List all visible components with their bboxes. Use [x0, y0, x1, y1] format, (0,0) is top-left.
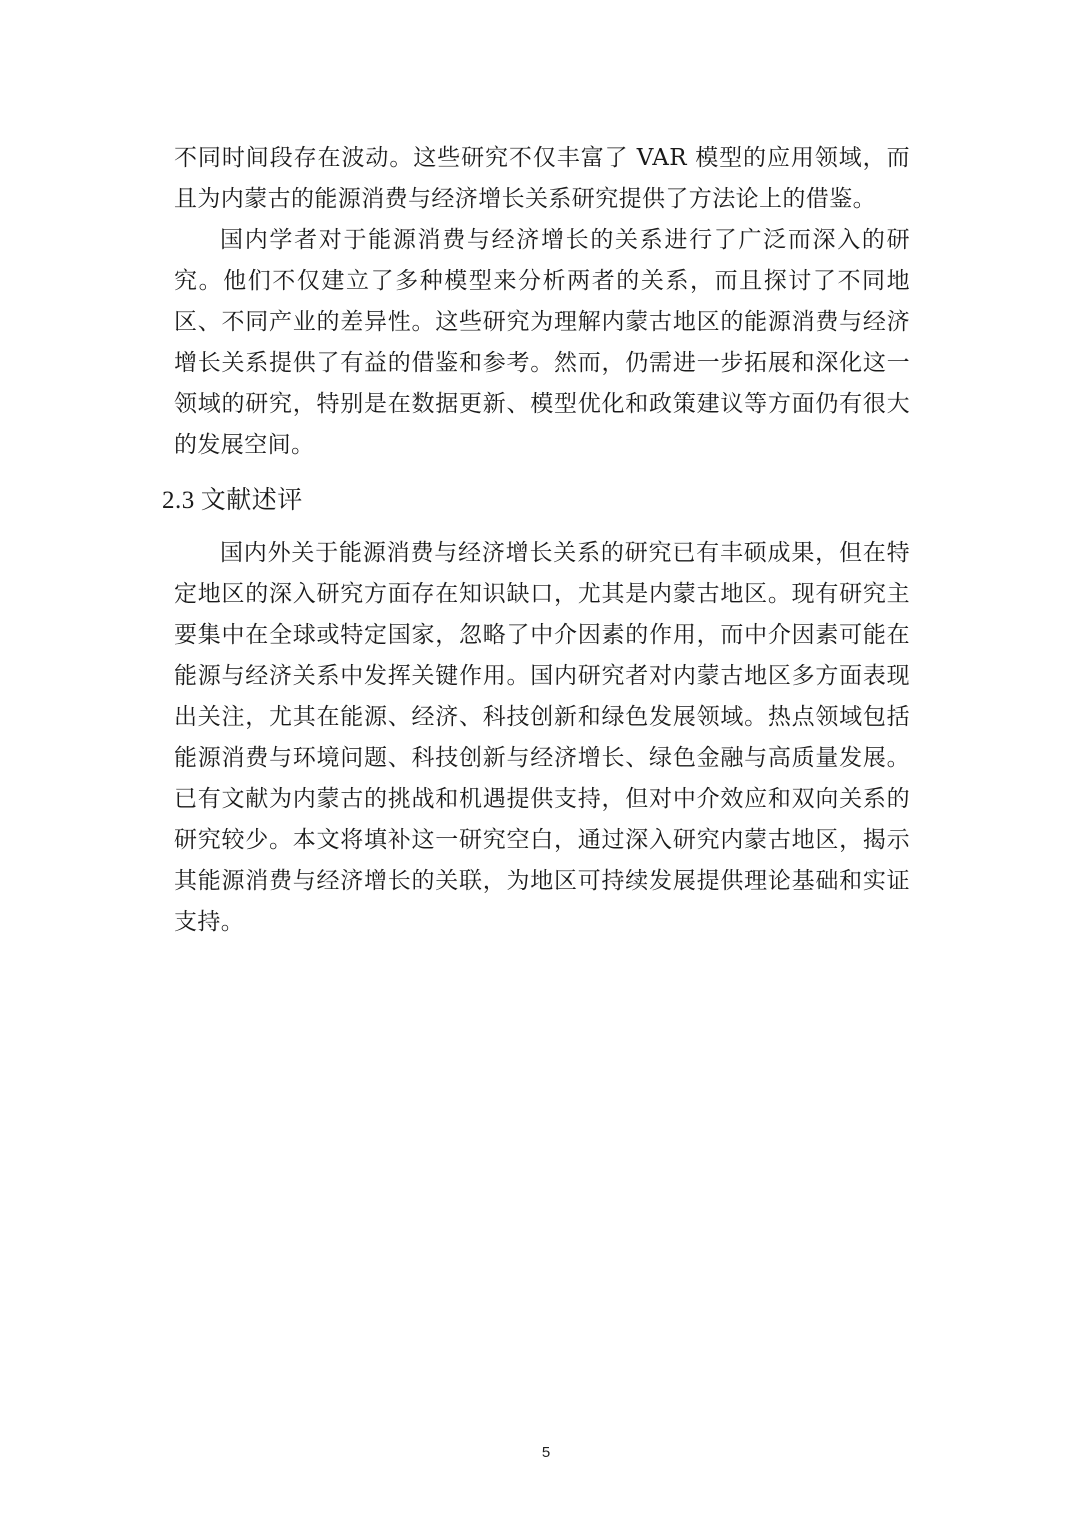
section-title: 文献述评 [200, 485, 303, 514]
paragraph-continuation: 不同时间段存在波动。这些研究不仅丰富了 VAR 模型的应用领域，而且为内蒙古的能源消费与经济增长关系研究提供了方法论上的借鉴。 [174, 145, 910, 212]
paragraph-literature-review: 国内外关于能源消费与经济增长关系的研究已有丰硕成果，但在特定地区的深入研究方面存在知识缺口，尤其是内蒙古地区。现有研究主要集中在全球或特定国家，忽略了中介因素的作用，而中介因素可能在能源与经济关系中发挥关键作用。国内研究者对内蒙古地区多方面表现出关注，尤其在能源、经济、科技创新和绿色发展领域。热点领域包括能源消费与环境问题、科技创新与经济增长、绿色金融与高质量发展。已有文献为内蒙古的挑战和机遇提供支持，但对中介效应和双向关系的研究较少。本文将填补这一研究空白，通过深入研究内蒙古地区，揭示其能源消费与经济增长的关联，为地区可持续发展提供理论基础和实证支持。 [174, 540, 910, 935]
section-heading [162, 474, 910, 527]
page-body [162, 138, 910, 943]
page-number: 5 [541, 1444, 551, 1461]
paragraph-domestic-research: 国内学者对于能源消费与经济增长的关系进行了广泛而深入的研究。他们不仅建立了多种模型来分析两者的关系，而且探讨了不同地区、不同产业的差异性。这些研究为理解内蒙古地区的能源消费与经济增长关系提供了有益的借鉴和参考。然而，仍需进一步拓展和深化这一领域的研究，特别是在数据更新、模型优化和政策建议等方面仍有很大的发展空间。 [174, 227, 910, 458]
section-number: 2.3 [162, 487, 195, 514]
